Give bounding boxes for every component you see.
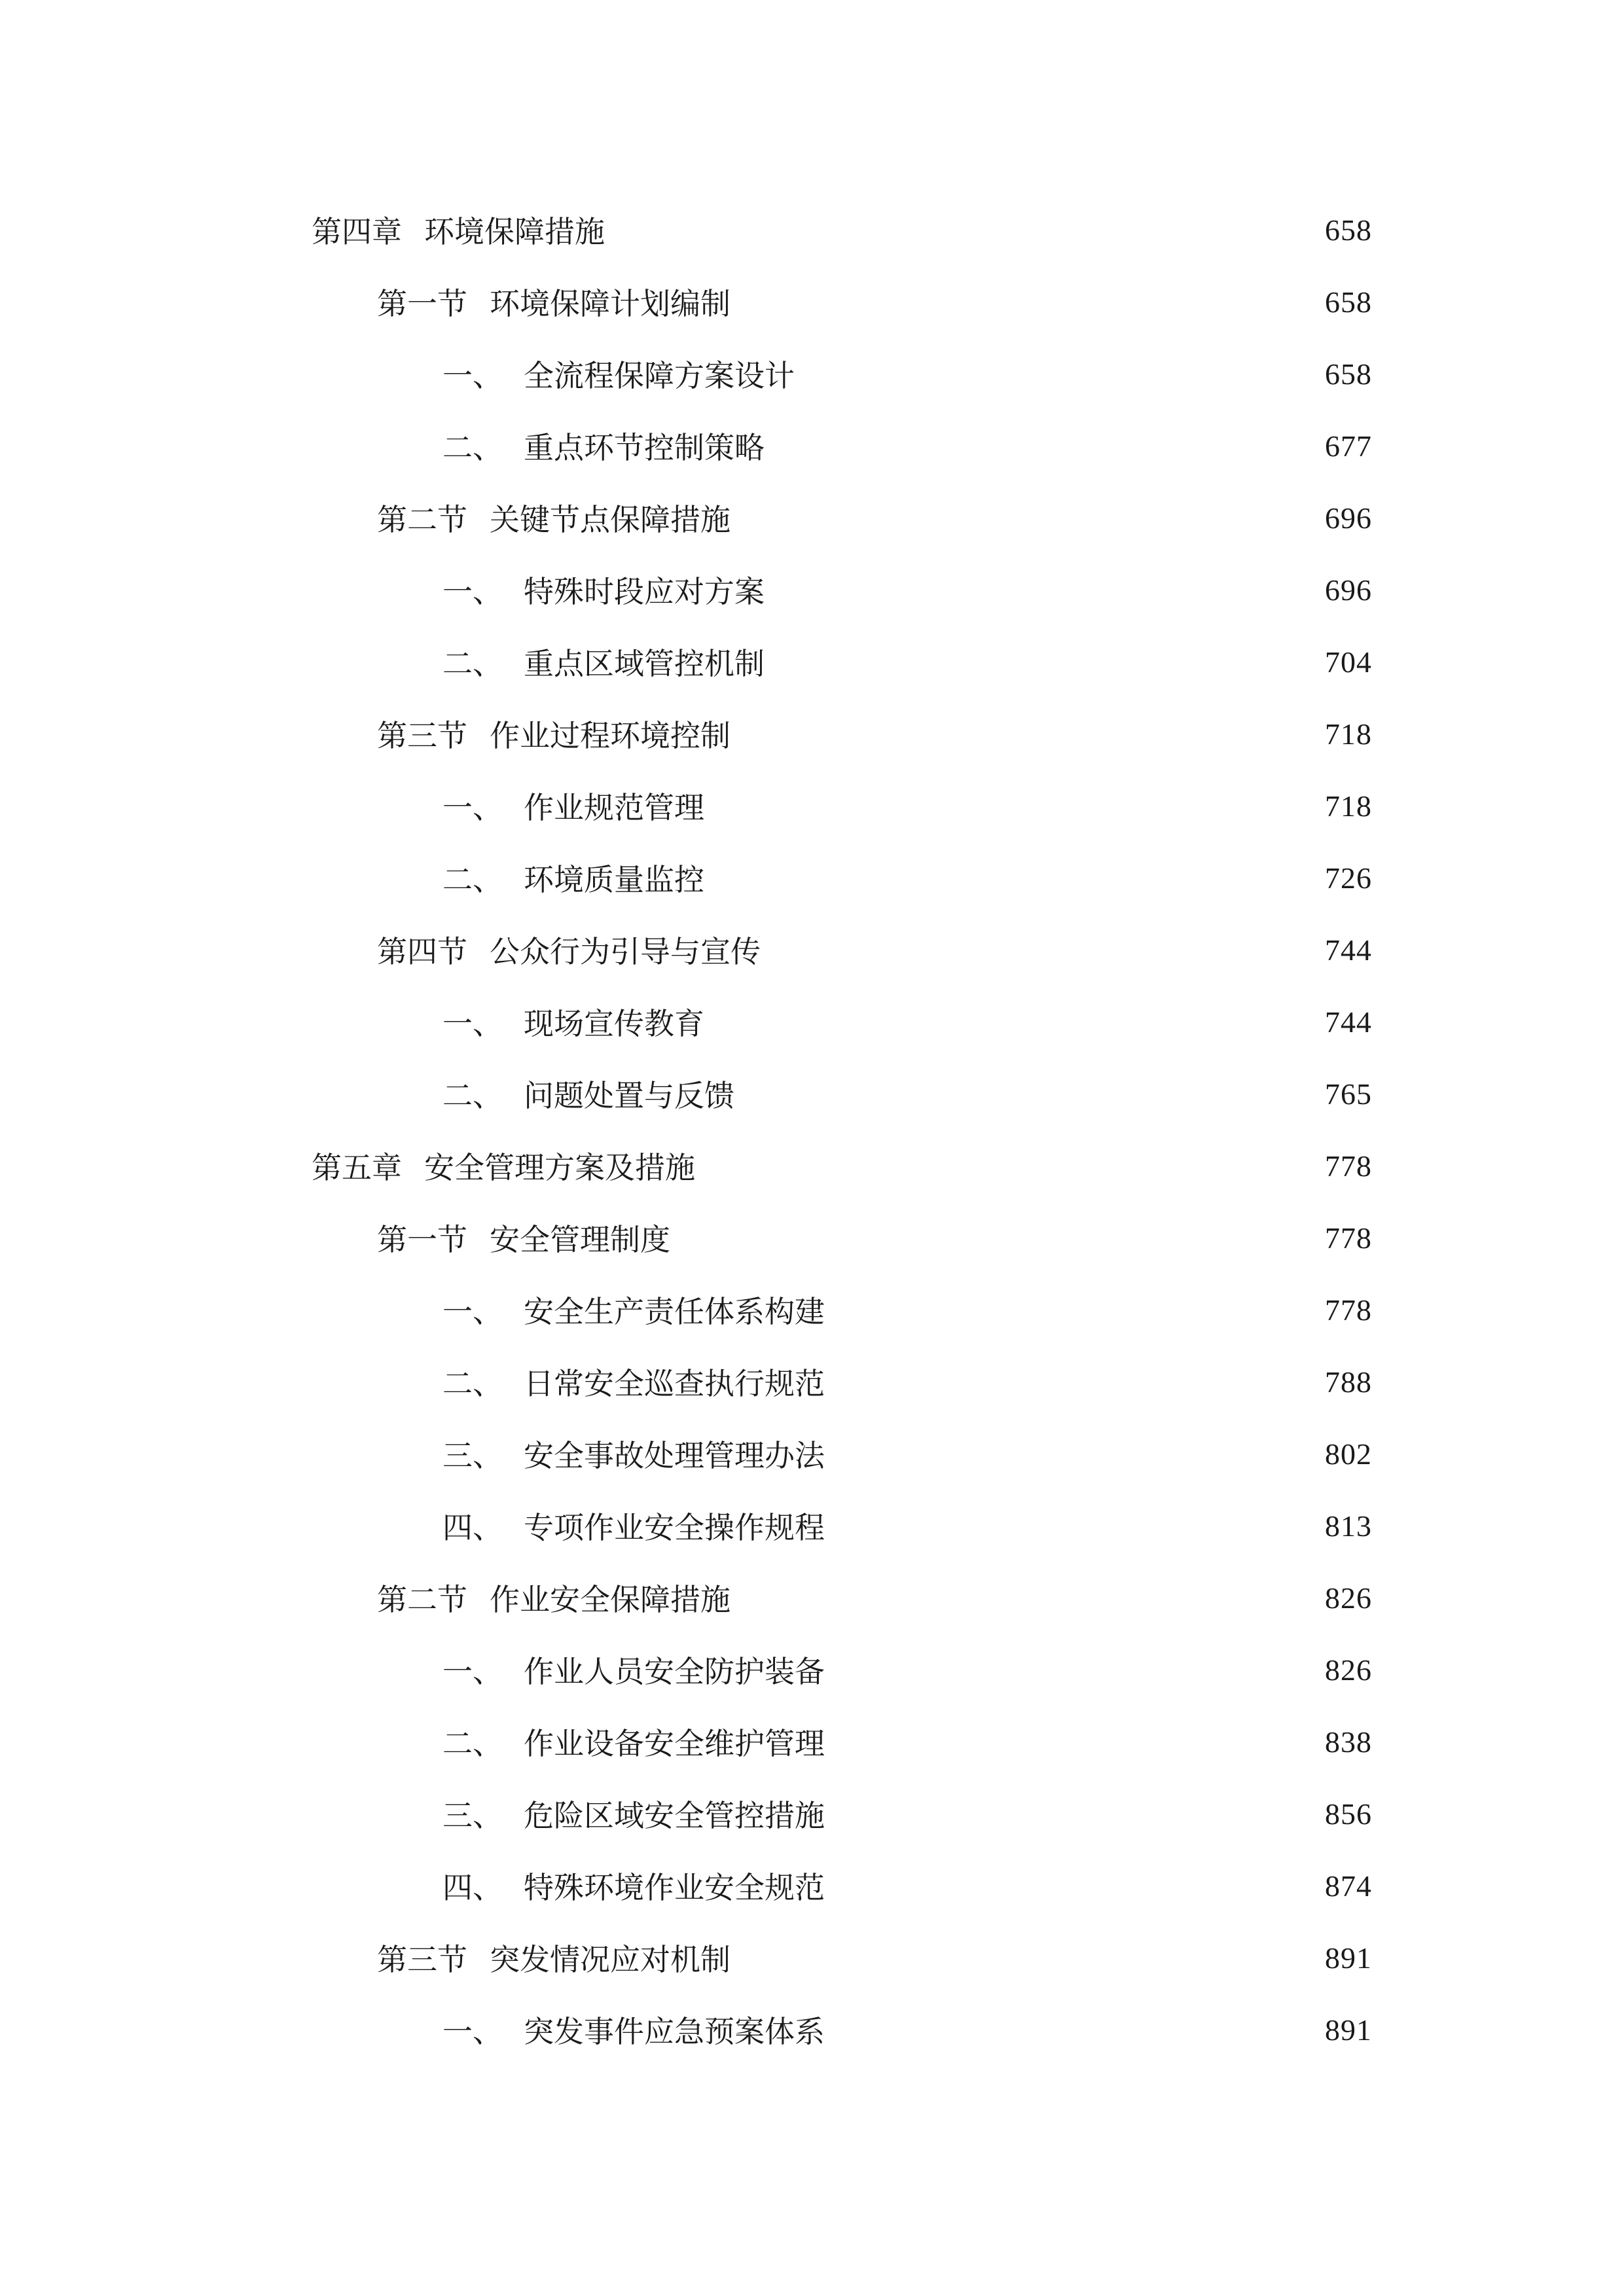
toc-entry-page-number: 658 xyxy=(1325,357,1372,391)
toc-entry-title: 安全生产责任体系构建 xyxy=(524,1294,825,1329)
toc-chapter-entry[interactable] xyxy=(0,194,1624,266)
toc-entry-number: 二、 xyxy=(442,1078,503,1113)
toc-subsection-entry[interactable] xyxy=(0,1058,1624,1130)
toc-dot-leader xyxy=(770,935,1300,965)
toc-entry-page-number: 874 xyxy=(1325,1869,1372,1903)
toc-dot-leader xyxy=(804,359,1300,389)
toc-chapter-entry[interactable] xyxy=(0,1130,1624,1202)
toc-entry-number: 第三节 xyxy=(377,718,467,753)
toc-entry-title: 突发情况应对机制 xyxy=(490,1942,731,1977)
toc-dot-leader xyxy=(834,1871,1300,1901)
toc-entry-number: 二、 xyxy=(442,430,503,465)
toc-subsection-entry[interactable] xyxy=(0,986,1624,1058)
toc-entry-number: 第一节 xyxy=(377,1222,467,1257)
toc-subsection-entry[interactable] xyxy=(0,1778,1624,1850)
toc-dot-leader xyxy=(740,1943,1300,1973)
toc-subsection-entry[interactable] xyxy=(0,1994,1624,2066)
toc-subsection-entry[interactable] xyxy=(0,1850,1624,1922)
toc-dot-leader xyxy=(740,287,1300,317)
toc-dot-leader xyxy=(713,1007,1300,1037)
toc-entry-title: 环境保障措施 xyxy=(424,214,605,249)
toc-entry-number: 一、 xyxy=(442,358,503,393)
toc-entry-number: 二、 xyxy=(442,862,503,897)
toc-subsection-entry[interactable] xyxy=(0,626,1624,698)
table-of-contents xyxy=(0,194,1624,2066)
toc-entry-number: 一、 xyxy=(442,1294,503,1329)
toc-entry-title: 特殊环境作业安全规范 xyxy=(524,1870,825,1905)
toc-dot-leader xyxy=(713,791,1300,821)
toc-dot-leader xyxy=(744,1079,1300,1109)
toc-section-entry[interactable] xyxy=(0,698,1624,770)
toc-dot-leader xyxy=(704,1151,1300,1181)
toc-dot-leader xyxy=(679,1223,1300,1253)
toc-entry-page-number: 704 xyxy=(1325,645,1372,679)
toc-entry-number: 第二节 xyxy=(377,502,467,537)
toc-entry-page-number: 658 xyxy=(1325,285,1372,319)
toc-dot-leader xyxy=(834,1439,1300,1469)
toc-entry-page-number: 778 xyxy=(1325,1221,1372,1255)
toc-entry-page-number: 744 xyxy=(1325,1005,1372,1039)
toc-entry-page-number: 826 xyxy=(1325,1653,1372,1687)
toc-subsection-entry[interactable] xyxy=(0,1634,1624,1706)
toc-entry-title: 特殊时段应对方案 xyxy=(524,574,765,609)
toc-dot-leader xyxy=(614,215,1300,245)
toc-entry-title: 作业过程环境控制 xyxy=(490,718,731,753)
toc-entry-title: 公众行为引导与宣传 xyxy=(490,934,761,969)
toc-entry-number: 二、 xyxy=(442,1366,503,1401)
toc-entry-page-number: 677 xyxy=(1325,429,1372,463)
toc-entry-number: 二、 xyxy=(442,1726,503,1761)
toc-entry-title: 专项作业安全操作规程 xyxy=(524,1510,825,1545)
toc-dot-leader xyxy=(774,575,1300,605)
toc-entry-number: 四、 xyxy=(442,1510,503,1545)
toc-entry-title: 问题处置与反馈 xyxy=(524,1078,734,1113)
toc-entry-page-number: 856 xyxy=(1325,1797,1372,1831)
toc-dot-leader xyxy=(834,2015,1300,2045)
toc-entry-title: 安全管理制度 xyxy=(490,1222,670,1257)
toc-entry-page-number: 891 xyxy=(1325,1941,1372,1975)
toc-entry-page-number: 718 xyxy=(1325,789,1372,823)
toc-entry-number: 第五章 xyxy=(312,1150,402,1185)
toc-dot-leader xyxy=(834,1727,1300,1757)
toc-subsection-entry[interactable] xyxy=(0,410,1624,482)
toc-entry-title: 重点环节控制策略 xyxy=(524,430,765,465)
toc-section-entry[interactable] xyxy=(0,1922,1624,1994)
toc-entry-page-number: 778 xyxy=(1325,1149,1372,1183)
toc-entry-number: 一、 xyxy=(442,1654,503,1689)
toc-dot-leader xyxy=(834,1655,1300,1685)
toc-section-entry[interactable] xyxy=(0,266,1624,338)
toc-section-entry[interactable] xyxy=(0,482,1624,554)
toc-dot-leader xyxy=(740,503,1300,533)
toc-entry-title: 关键节点保障措施 xyxy=(490,502,731,537)
toc-entry-page-number: 744 xyxy=(1325,933,1372,967)
toc-entry-page-number: 696 xyxy=(1325,573,1372,607)
toc-entry-page-number: 813 xyxy=(1325,1509,1372,1543)
toc-subsection-entry[interactable] xyxy=(0,1274,1624,1346)
toc-entry-title: 作业安全保障措施 xyxy=(490,1582,731,1617)
toc-dot-leader xyxy=(774,431,1300,461)
toc-dot-leader xyxy=(740,1583,1300,1613)
toc-entry-number: 第一节 xyxy=(377,286,467,321)
toc-subsection-entry[interactable] xyxy=(0,1346,1624,1418)
toc-entry-page-number: 718 xyxy=(1325,717,1372,751)
toc-entry-title: 作业设备安全维护管理 xyxy=(524,1726,825,1761)
toc-entry-page-number: 891 xyxy=(1325,2013,1372,2047)
toc-entry-title: 突发事件应急预案体系 xyxy=(524,2014,825,2049)
toc-subsection-entry[interactable] xyxy=(0,1490,1624,1562)
toc-entry-number: 第四节 xyxy=(377,934,467,969)
toc-dot-leader xyxy=(713,863,1300,893)
toc-entry-title: 环境质量监控 xyxy=(524,862,704,897)
toc-section-entry[interactable] xyxy=(0,914,1624,986)
toc-entry-page-number: 788 xyxy=(1325,1365,1372,1399)
toc-entry-page-number: 765 xyxy=(1325,1077,1372,1111)
toc-entry-page-number: 838 xyxy=(1325,1725,1372,1759)
toc-entry-title: 作业人员安全防护装备 xyxy=(524,1654,825,1689)
toc-entry-title: 作业规范管理 xyxy=(524,790,704,825)
toc-subsection-entry[interactable] xyxy=(0,554,1624,626)
toc-entry-page-number: 696 xyxy=(1325,501,1372,535)
toc-entry-number: 第二节 xyxy=(377,1582,467,1617)
toc-entry-page-number: 802 xyxy=(1325,1437,1372,1471)
toc-dot-leader xyxy=(834,1367,1300,1397)
toc-entry-number: 四、 xyxy=(442,1870,503,1905)
toc-entry-page-number: 658 xyxy=(1325,213,1372,247)
toc-dot-leader xyxy=(740,719,1300,749)
toc-subsection-entry[interactable] xyxy=(0,338,1624,410)
toc-entry-number: 三、 xyxy=(442,1798,503,1833)
toc-subsection-entry[interactable] xyxy=(0,1706,1624,1778)
toc-entry-title: 日常安全巡查执行规范 xyxy=(524,1366,825,1401)
toc-subsection-entry[interactable] xyxy=(0,842,1624,914)
toc-entry-title: 现场宣传教育 xyxy=(524,1006,704,1041)
toc-entry-title: 环境保障计划编制 xyxy=(490,286,731,321)
toc-subsection-entry[interactable] xyxy=(0,770,1624,842)
toc-entry-number: 一、 xyxy=(442,790,503,825)
toc-entry-title: 安全管理方案及措施 xyxy=(424,1150,695,1185)
toc-entry-number: 一、 xyxy=(442,574,503,609)
toc-entry-title: 全流程保障方案设计 xyxy=(524,358,795,393)
toc-entry-number: 第三节 xyxy=(377,1942,467,1977)
toc-dot-leader xyxy=(774,647,1300,677)
toc-entry-title: 重点区域管控机制 xyxy=(524,646,765,681)
toc-entry-number: 二、 xyxy=(442,646,503,681)
toc-entry-number: 一、 xyxy=(442,2014,503,2049)
toc-dot-leader xyxy=(834,1295,1300,1325)
toc-entry-title: 安全事故处理管理办法 xyxy=(524,1438,825,1473)
toc-entry-number: 一、 xyxy=(442,1006,503,1041)
toc-entry-page-number: 826 xyxy=(1325,1581,1372,1615)
toc-entry-page-number: 726 xyxy=(1325,861,1372,895)
toc-entry-page-number: 778 xyxy=(1325,1293,1372,1327)
toc-entry-number: 三、 xyxy=(442,1438,503,1473)
toc-dot-leader xyxy=(834,1799,1300,1829)
toc-dot-leader xyxy=(834,1511,1300,1541)
toc-entry-title: 危险区域安全管控措施 xyxy=(524,1798,825,1833)
toc-entry-number: 第四章 xyxy=(312,214,402,249)
toc-section-entry[interactable] xyxy=(0,1202,1624,1274)
toc-subsection-entry[interactable] xyxy=(0,1418,1624,1490)
toc-section-entry[interactable] xyxy=(0,1562,1624,1634)
